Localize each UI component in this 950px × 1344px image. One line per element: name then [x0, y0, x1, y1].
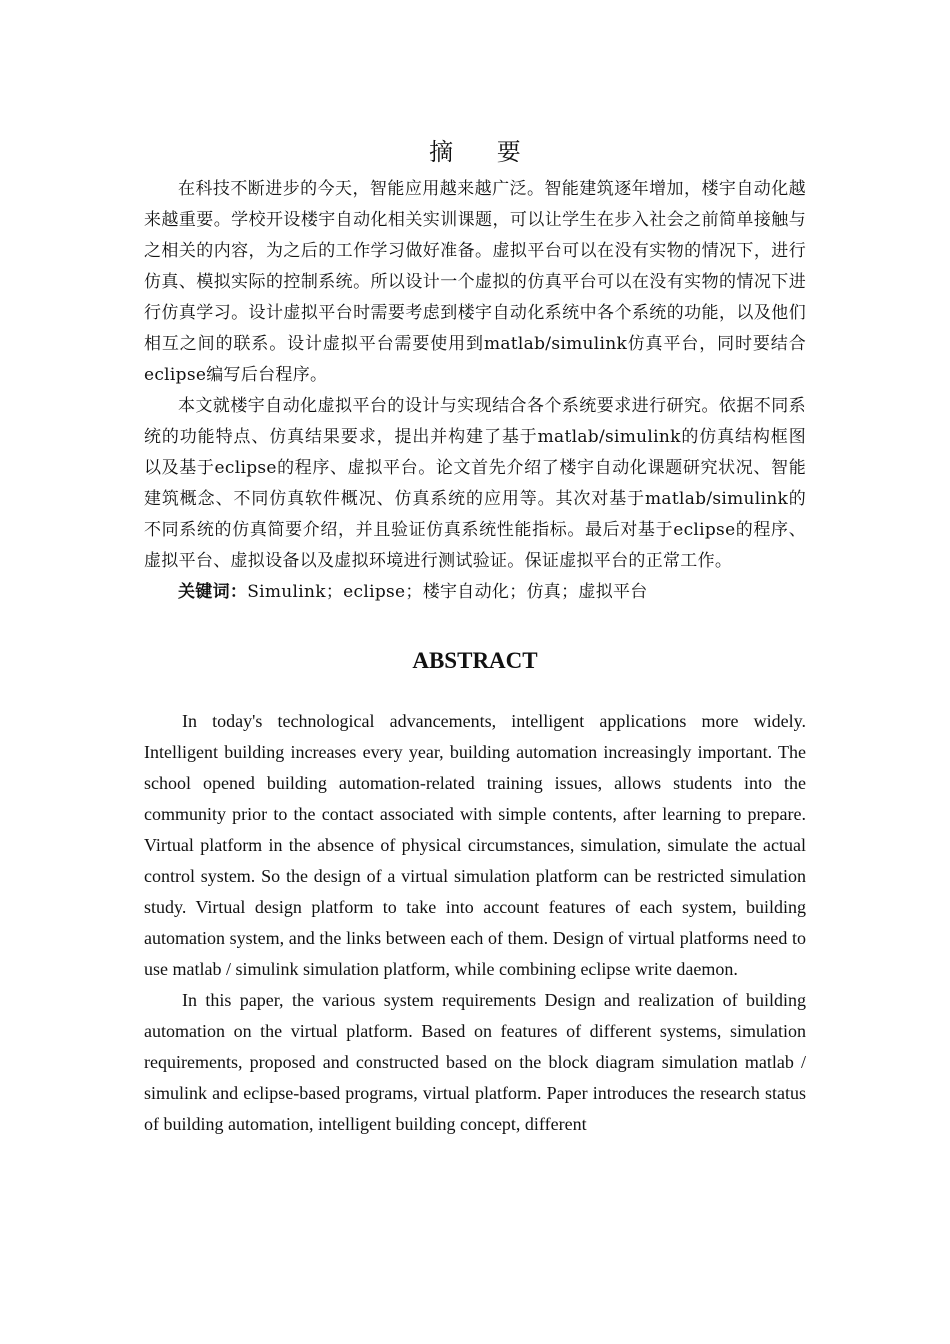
chinese-abstract-title: 摘 要	[429, 138, 539, 166]
chinese-abstract-paragraph-1: 在科技不断进步的今天，智能应用越来越广泛。智能建筑逐年增加，楼宇自动化越来越重要。学校开设楼宇自动化相关实训课题，可以让学生在步入社会之前简单接触与之相关的内容，为之后的工作学习做好准备。虚拟平台可以在没有实物的情况下，进行仿真、模拟实际的控制系统。所以设计一个虚拟的仿真平台可以在没有实物的情况下进行仿真学习。设计虚拟平台时需要考虑到楼宇自动化系统中各个系统的功能，以及他们相互之间的联系。设计虚拟平台需要使用到matlab/simulink仿真平台，同时要结合eclipse编写后台程序。	[144, 179, 806, 385]
chinese-keywords	[144, 577, 806, 608]
paper-page	[144, 0, 806, 1140]
english-abstract-title: ABSTRACT	[412, 648, 538, 673]
keywords-text: Simulink；eclipse；楼宇自动化；仿真；虚拟平台	[247, 582, 648, 602]
english-abstract-body	[144, 706, 806, 1140]
english-abstract-paragraph-2: In this paper, the various system requirements Design and realization of building automation on the virtual platform. Based on features of different systems, simulation requirements, proposed and constructed based on the block diagram simulation matlab / simulink and eclipse-based programs, virtual platform. Paper introduces the research status of building automation, intelligent building concept, different	[144, 990, 806, 1134]
keywords-label: 关键词：	[178, 582, 248, 602]
chinese-abstract-body	[144, 174, 806, 608]
chinese-abstract-paragraph-2: 本文就楼宇自动化虚拟平台的设计与实现结合各个系统要求进行研究。依据不同系统的功能特点、仿真结果要求，提出并构建了基于matlab/simulink的仿真结构框图以及基于eclipse的程序、虚拟平台。论文首先介绍了楼宇自动化课题研究状况、智能建筑概念、不同仿真软件概况、仿真系统的应用等。其次对基于matlab/simulink的不同系统的仿真简要介绍，并且验证仿真系统性能指标。最后对基于eclipse的程序、虚拟平台、虚拟设备以及虚拟环境进行测试验证。保证虚拟平台的正常工作。	[144, 396, 806, 571]
english-abstract-paragraph-1: In today's technological advancements, intelligent applications more widely. Intelligent building increases every year, building automation increasingly important. The school opened building automation-related training issues, allows students into the community prior to the contact associated with simple contents, after learning to prepare. Virtual platform in the absence of physical circumstances, simulation, simulate the actual control system. So the design of a virtual simulation platform can be restricted simulation study. Virtual design platform to take into account features of each system, building automation system, and the links between each of them. Design of virtual platforms need to use matlab / simulink simulation platform, while combining eclipse write daemon.	[144, 711, 806, 979]
